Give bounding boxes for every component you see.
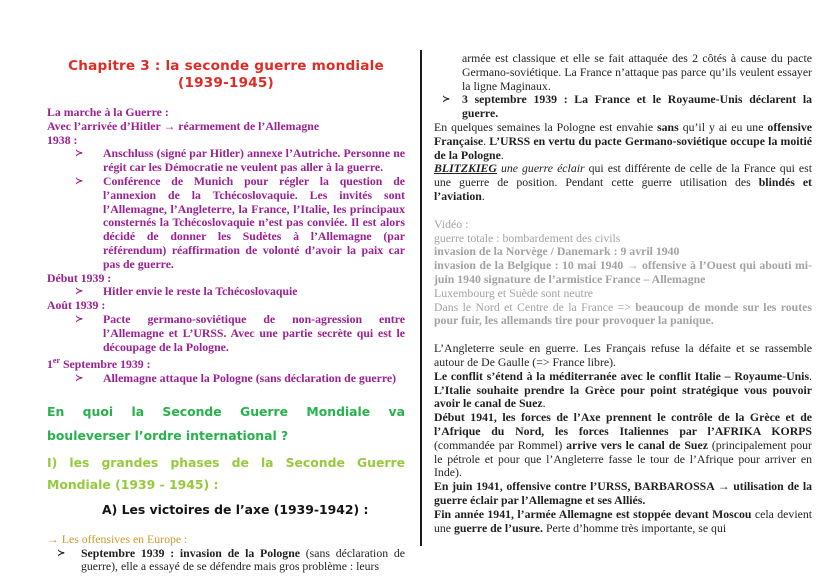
video-note-line: [434, 218, 812, 232]
video-note-line: [434, 259, 812, 287]
paragraph: [434, 370, 812, 411]
left-column: [47, 0, 405, 574]
text-run: Le conflit s’étend à la méditerranée avec le conflit Italie – Royaume-Unis: [434, 368, 810, 383]
text-run: → Les offensives en Europe :: [47, 531, 188, 546]
bullet-arrow-icon: ≻: [75, 313, 84, 325]
text-run: Luxembourg et Suède sont neutre: [434, 285, 594, 300]
note-line: [47, 299, 405, 313]
text-run: beaucoup de monde sur les routes pour fuir, les allemands tire pour provoquer la panique.: [434, 299, 813, 328]
text-run: une guerre éclair: [500, 161, 585, 176]
text-run: 3 septembre 1939 : La France et le Royaume-Unis déclarent la guerre.: [462, 92, 812, 121]
paragraph: [434, 121, 812, 162]
bullet-arrow-icon: ≻: [75, 148, 84, 160]
text-run: I) les grandes phases de la Seconde Guerre Mondiale (1939 - 1945) :: [47, 454, 405, 492]
text-run: sans: [657, 119, 679, 134]
text-run: Septembre 1939 :: [60, 357, 151, 372]
video-note-line: [434, 232, 812, 246]
problem-statement-heading: [47, 400, 405, 448]
text-run: Avec l’arrivée d’Hitler → réarmement de l’Allemagne: [47, 118, 320, 133]
text-run: (commandée par Rommel): [434, 437, 567, 452]
text-run: Vidéo :: [434, 216, 469, 231]
paragraph: [434, 411, 812, 480]
text-run: L’Angleterre seule en guerre. Les Français refuse la défaite et se rassemble autour de De Gaulle (=> France libre).: [434, 341, 812, 369]
text-run: cela devient une: [434, 506, 813, 535]
bullet-item: [47, 313, 405, 354]
note-line: [47, 272, 405, 286]
text-run: qui est différente de celle de la France qui est une guerre de position. Pendant cette guerre utilisation des: [434, 161, 812, 190]
text-run: Anschluss (signé par Hitler) annexe l’Autriche. Personne ne régit car les Démocratie ne veulent pas aller à la guerre.: [103, 146, 405, 175]
video-note-line: [434, 287, 812, 301]
continued-paragraph: [462, 52, 812, 93]
text-run: Fin année 1941, l’armée Allemagne est stoppée devant Moscou: [434, 506, 752, 521]
text-run: Pacte germano-soviétique de non-agression entre l’Allemagne et L’URSS. Avec une partie secrète qui est le découpage de la Pologne.: [103, 311, 405, 354]
text-run: .: [500, 147, 504, 162]
note-line: [47, 120, 405, 134]
text-run: Août 1939 :: [47, 298, 106, 313]
bullet-item: [47, 372, 405, 386]
video-note-line: [434, 301, 812, 329]
bullet-arrow-icon: ≻: [75, 373, 84, 385]
text-run: En juin 1941, offensive contre l’URSS, BARBAROSSA → utilisation de la guerre éclair par l’Allemagne et ses Alliés.: [434, 479, 812, 507]
bullet-arrow-icon: ≻: [442, 94, 451, 106]
text-run: guerre totale : bombardement des civils: [434, 230, 621, 245]
text-run: (sans déclaration de guerre), elle a essayé de se défendre mais gros problème : leurs: [81, 545, 405, 574]
bullet-arrow-icon: ≻: [75, 286, 84, 298]
text-run: .: [809, 368, 812, 383]
bullet-item: [47, 175, 405, 272]
column-divider: [420, 50, 422, 546]
bullet-arrow-icon: ≻: [75, 175, 84, 187]
paragraph: [434, 162, 812, 203]
text-run: Hitler envie le reste la Tchécoslovaquie: [103, 284, 298, 299]
right-column: [434, 0, 812, 535]
subsection-heading-a: [102, 502, 405, 517]
text-run: A) Les victoires de l’axe (1939-1942) :: [102, 501, 369, 517]
offensives-subheading: [47, 533, 405, 547]
text-run: Début 1939 :: [47, 270, 112, 285]
text-run: invasion de la Belgique : 10 mai 1940 → offensive à l’Ouest qui abouti mi-juin 1940 signature de l’armistice France – Allemagne: [434, 258, 812, 286]
text-run: Dans le Nord et Centre de la France =>: [434, 299, 636, 314]
bullet-item: [47, 547, 405, 575]
text-run: Début 1941, les forces de l’Axe prennent le contrôle de la Grèce et de l’Afrique du Nord, les forces Italiennes par l’AFRIKA KORPS: [434, 410, 812, 438]
text-run: Perte d’homme très importante, se qui: [543, 520, 727, 535]
text-run: 1: [47, 357, 53, 372]
bullet-item: [434, 93, 812, 121]
text-run: Conférence de Munich pour régler la question de l’annexion de la Tchécoslovaquie. Les invités sont l’Allemagne, l’Angleterre, la France, l’Italie, les principaux consternés la Tchécoslovaquie n’est pas conviée. Il est alors décidé de donner les Sudètes à l’Allemagne (par référendum) réaffirmation de volonté d’avoir la paix car pas de guerre.: [103, 173, 405, 271]
text-run: Allemagne attaque la Pologne (sans déclaration de guerre): [103, 371, 397, 386]
text-run: arrive vers le canal de Suez: [566, 437, 712, 452]
text-run: invasion de la Norvège / Danemark : 9 avril 1940: [434, 244, 680, 259]
note-line: [47, 106, 405, 120]
paragraph: [434, 480, 812, 508]
paragraph: [434, 342, 812, 370]
text-run: L’Italie souhaite prendre la Grèce pour point stratégique vous pouvoir avoir le canal de Suez: [434, 382, 812, 411]
text-run: Septembre 1939 : invasion de la Pologne: [81, 545, 306, 560]
text-run: En quelques semaines la Pologne est envahie: [434, 119, 658, 134]
video-note-line: [434, 245, 812, 259]
text-run: blindés et l’aviation: [434, 175, 812, 203]
text-run: 1938 :: [47, 132, 78, 147]
text-run: .: [483, 133, 490, 148]
text-run: En quoi la Seconde Guerre Mondiale va bouleverser l’ordre international ?: [47, 403, 405, 443]
text-run: Chapitre 3 : la seconde guerre mondiale (1939-1945): [68, 58, 384, 91]
text-run: qu’il y ai eu une: [678, 119, 768, 134]
text-run: er: [52, 356, 61, 366]
text-run: offensive Française: [434, 119, 812, 148]
text-run: .: [542, 396, 546, 411]
text-run: L’URSS en vertu du pacte Germano-soviétique occupe la moitié de la Pologne: [434, 133, 812, 162]
paragraph: [434, 508, 812, 536]
chapter-title: [47, 58, 405, 92]
text-run: .: [481, 188, 485, 203]
text-run: (principalement pour le pétrole et pour que l’Angleterre fasse le tour de l’Afrique pour arriver en Inde).: [434, 437, 812, 480]
note-line: [47, 354, 405, 372]
bullet-item: [47, 147, 405, 175]
text-run: BLITZKIEG: [434, 161, 497, 176]
bullet-arrow-icon: ≻: [57, 547, 66, 559]
note-line: [47, 134, 405, 148]
text-run: guerre de l’usure.: [453, 520, 543, 535]
text-run: La marche à la Guerre :: [47, 105, 169, 119]
text-run: armée est classique et elle se fait attaquée des 2 côtés à cause du pacte Germano-soviétique. La France n’attaque pas parce qu’ils veulent essayer la ligne Maginaux.: [462, 51, 812, 93]
section-heading-1: [47, 452, 405, 496]
bullet-item: [47, 285, 405, 299]
